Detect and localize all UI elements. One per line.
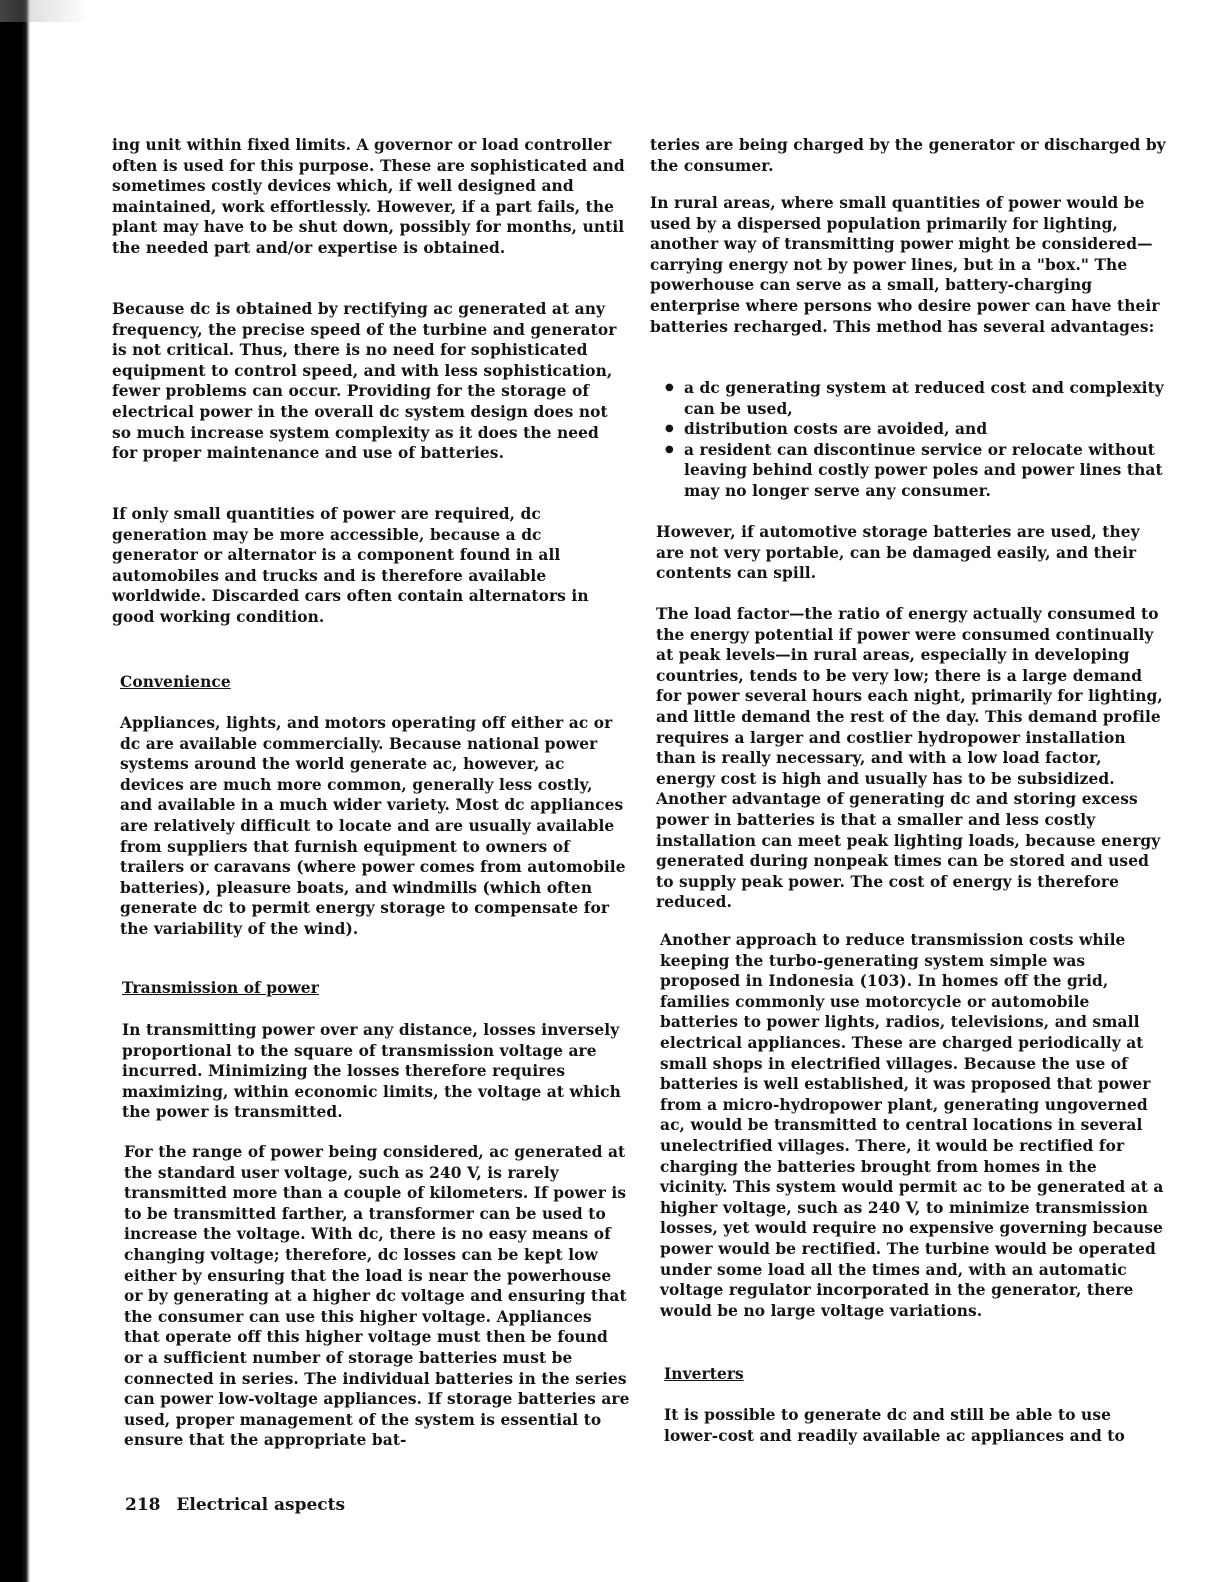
scan-corner-shadow bbox=[0, 0, 90, 22]
section-heading-inverters: Inverters bbox=[664, 1365, 744, 1383]
section-heading-transmission: Transmission of power bbox=[122, 979, 319, 997]
paragraph: It is possible to generate dc and still be able to use lower-cost and readily available ac appliances and to bbox=[664, 1406, 1125, 1445]
paragraph: Because dc is obtained by rectifying ac generated at any frequency, the precise speed of the turbine and generator is not critical. Thus, there is no need for sophisticated equipment to control speed, and with less sophistication, fewer problems can occur. Providing for the storage of electrical power in the overall dc system design does not so much increase system complexity as it does the need for proper maintenance and use of batteries. bbox=[112, 300, 617, 463]
section-heading-convenience: Convenience bbox=[120, 673, 231, 691]
paragraph: For the range of power being considered, ac generated at the standard user voltage, such as 240 V, is rarely transmitted more than a couple of kilometers. If power is to be transmitted farther, a transformer can be used to increase the voltage. With dc, there is no easy means of changing voltage; therefore, dc losses can be kept low either by ensuring that the load is near the powerhouse or by generating at a higher dc voltage and ensuring that the consumer can use this higher voltage. Appliances that operate off this higher voltage must then be found or a sufficient number of storage batteries must be connected in series. The individual batteries in the series can power low-voltage appliances. If storage batteries are used, proper management of the system is essential to ensure that the appropriate bat- bbox=[124, 1143, 630, 1450]
page-number: 218 bbox=[125, 1495, 161, 1515]
paragraph: However, if automotive storage batteries are used, they are not very portable, can be damaged easily, and their contents can spill. bbox=[656, 523, 1140, 583]
paragraph: Another approach to reduce transmission costs while keeping the turbo-generating system simple was proposed in Indonesia (103). In homes off the grid, families commonly use motorcycle or automobile batteries to power lights, radios, televisions, and small electrical appliances. These are charged periodically at small shops in electrified villages. Because the use of batteries is well established, it was proposed that power from a micro-hydropower plant, generating ungoverned ac, would be transmitted to central locations in several unelectrified villages. There, it would be rectified for charging the batteries brought from homes in the vicinity. This system would permit ac to be generated at a higher voltage, such as 240 V, to minimize transmission losses, yet would require no expensive governing because power would be rectified. The turbine would be operated under some load all the times and, with an automatic voltage regulator incorporated in the generator, there would be no large voltage variations. bbox=[660, 931, 1164, 1320]
paragraph: If only small quantities of power are required, dc generation may be more accessible, because a dc generator or alternator is a component found in all automobiles and trucks and is therefore available worldwide. Discarded cars often contain alternators in good working condition. bbox=[112, 505, 589, 626]
scan-binding-edge bbox=[0, 0, 30, 1582]
page-footer bbox=[125, 1495, 345, 1515]
bullet-list bbox=[664, 378, 1164, 502]
paragraph: In rural areas, where small quantities of power would be used by a dispersed population primarily for lighting, another way of transmitting power might be considered—carrying energy not by power lines, but in a "box." The powerhouse can serve as a small, battery-charging enterprise where persons who desire power can have their batteries recharged. This method has several advantages: bbox=[650, 194, 1160, 336]
paragraph: The load factor—the ratio of energy actually consumed to the energy potential if power were consumed continually at peak levels—in rural areas, especially in developing countries, tends to be very low; there is a large demand for power several hours each night, primarily for lighting, and little demand the rest of the day. This demand profile requires a larger and costlier hydropower installation than is really necessary, and with a low load factor, energy cost is high and usually has to be subsidized. Another advantage of generating dc and storing excess power in batteries is that a smaller and less costly installation can meet peak lighting loads, because energy generated during nonpeak times can be stored and used to supply peak power. The cost of energy is therefore reduced. bbox=[656, 605, 1163, 912]
bullet-item: ● a resident can discontinue service or relocate without leaving behind costly power poles and power lines that may no longer serve any consumer. bbox=[664, 440, 1164, 502]
running-footer-title: Electrical aspects bbox=[176, 1495, 346, 1515]
bullet-item: ● a dc generating system at reduced cost and complexity can be used, bbox=[664, 378, 1164, 419]
bullet-item: ● distribution costs are avoided, and bbox=[664, 419, 1164, 440]
paragraph: Appliances, lights, and motors operating off either ac or dc are available commercially. Because national power systems around the world generate ac, however, ac devices are much more common, generally less costly, and available in a much wider variety. Most dc appliances are relatively difficult to locate and are usually available from suppliers that furnish equipment to owners of trailers or caravans (where power comes from automobile batteries), pleasure boats, and windmills (which often generate dc to permit energy storage to compensate for the variability of the wind). bbox=[120, 714, 626, 938]
paragraph: ing unit within fixed limits. A governor or load controller often is used for this purpose. These are sophisticated and sometimes costly devices which, if well designed and maintained, work effortlessly. However, if a part fails, the plant may have to be shut down, possibly for months, until the needed part and/or expertise is obtained. bbox=[112, 136, 625, 257]
paragraph: teries are being charged by the generator or discharged by the consumer. bbox=[650, 136, 1166, 175]
paragraph: In transmitting power over any distance, losses inversely proportional to the square of transmission voltage are incurred. Minimizing the losses therefore requires maximizing, within economic limits, the voltage at which the power is transmitted. bbox=[122, 1021, 621, 1122]
